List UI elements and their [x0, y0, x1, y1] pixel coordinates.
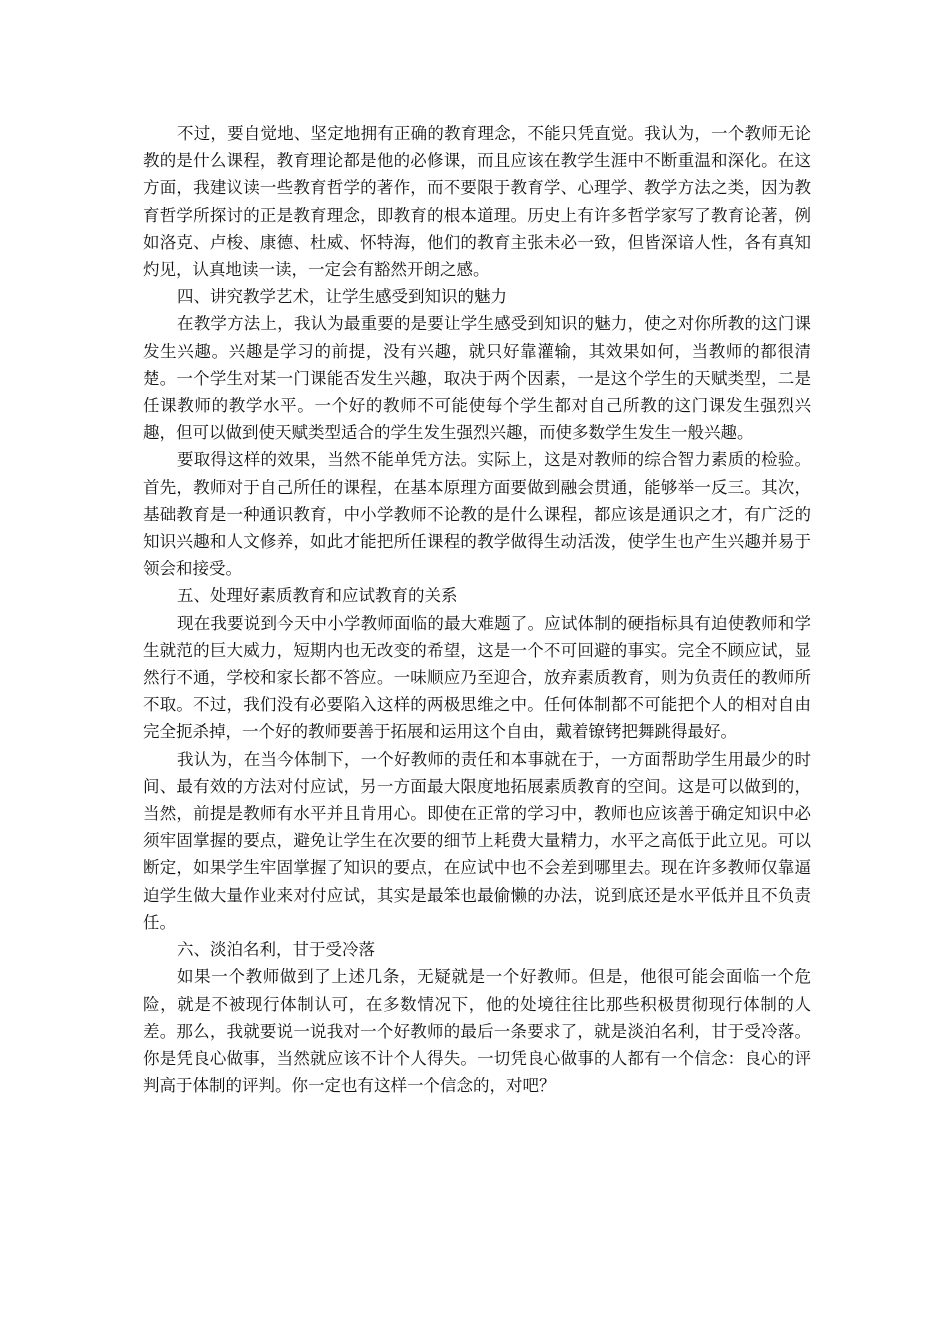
- section-heading-5: 五、处理好素质教育和应试教育的关系: [177, 586, 458, 606]
- paragraph-teacher-quality: 要取得这样的效果，当然不能单凭方法。实际上，这是对教师的综合智力素质的检验。首先，教师对于自己所任的课程，在基本原理方面要做到融会贯通，能够举一反三。其次，基础教育是一种通识教育，中小学教师不论教的是什么课程，都应该是通识之才，有广泛的知识兴趣和人文修养，如此才能把所任课程的教学做得生动活泼，使学生也产生兴趣并易于领会和接受。: [143, 450, 811, 579]
- document-body: [143, 120, 811, 1099]
- section-heading-4: 四、讲究教学艺术，让学生感受到知识的魅力: [177, 287, 507, 307]
- paragraph-conscience: 如果一个教师做到了上述几条，无疑就是一个好教师。但是，他很可能会面临一个危险，就是不被现行体制认可，在多数情况下，他的处境往往比那些积极贯彻现行体制的人差。那么，我就要说一说我对一个好教师的最后一条要求了，就是淡泊名利，甘于受冷落。你是凭良心做事，当然就应该不计个人得失。一切凭良心做事的人都有一个信念：良心的评判高于体制的评判。你一定也有这样一个信念的，对吧？: [143, 967, 811, 1096]
- paragraph-exam-dilemma: 现在我要说到今天中小学教师面临的最大难题了。应试体制的硬指标具有迫使教师和学生就范的巨大威力，短期内也无改变的希望，这是一个不可回避的事实。完全不顾应试，显然行不通，学校和家长都不答应。一味顺应乃至迎合，放弃素质教育，则为负责任的教师所不取。不过，我们没有必要陷入这样的两极思维之中。任何体制都不可能把个人的相对自由完全扼杀掉，一个好的教师要善于拓展和运用这个自由，戴着镣铐把舞跳得最好。: [143, 613, 811, 742]
- paragraph-teaching-interest: 在教学方法上，我认为最重要的是要让学生感受到知识的魅力，使之对你所教的这门课发生兴趣。兴趣是学习的前提，没有兴趣，就只好靠灌输，其效果如何，当教师的都很清楚。一个学生对某一门课能否发生兴趣，取决于两个因素，一是这个学生的天赋类型，二是任课教师的教学水平。一个好的教师不可能使每个学生都对自己所教的这门课发生强烈兴趣，但可以做到使天赋类型适合的学生发生强烈兴趣，而使多数学生发生一般兴趣。: [143, 314, 811, 443]
- paragraph-educational-philosophy: 不过，要自觉地、坚定地拥有正确的教育理念，不能只凭直觉。我认为，一个教师无论教的是什么课程，教育理论都是他的必修课，而且应该在教学生涯中不断重温和深化。在这方面，我建议读一些教育哲学的著作，而不要限于教育学、心理学、教学方法之类，因为教育哲学所探讨的正是教育理念，即教育的根本道理。历史上有许多哲学家写了教育论著，例如洛克、卢梭、康德、杜威、怀特海，他们的教育主张未必一致，但皆深谙人性，各有真知灼见，认真地读一读，一定会有豁然开朗之感。: [143, 124, 811, 280]
- section-heading-6: 六、淡泊名利，甘于受冷落: [177, 940, 375, 960]
- paragraph-teacher-responsibility: 我认为，在当今体制下，一个好教师的责任和本事就在于，一方面帮助学生用最少的时间、最有效的方法对付应试，另一方面最大限度地拓展素质教育的空间。这是可以做到的，当然，前提是教师有水平并且肯用心。即使在正常的学习中，教师也应该善于确定知识中必须牢固掌握的要点，避免让学生在次要的细节上耗费大量精力，水平之高低于此立见。可以断定，如果学生牢固掌握了知识的要点，在应试中也不会差到哪里去。现在许多教师仅靠逼迫学生做大量作业来对付应试，其实是最笨也最偷懒的办法，说到底还是水平低并且不负责任。: [143, 749, 811, 932]
